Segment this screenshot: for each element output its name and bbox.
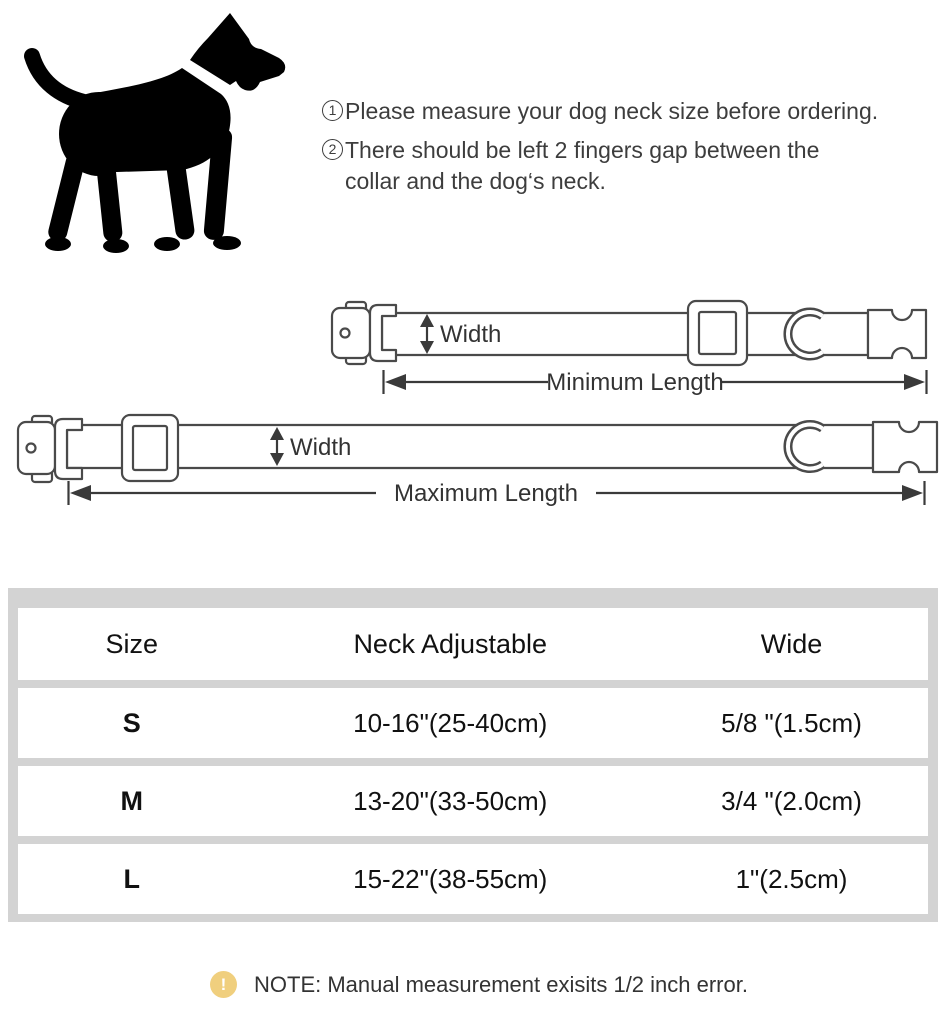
collar-max-length-diagram [8,408,939,510]
instruction-text-2: There should be left 2 fingers gap between the collar and the dog‘s neck. [345,137,820,194]
collar-strap [67,425,873,468]
dog-silhouette [2,2,302,258]
instruction-item-2 [322,135,947,197]
header-neck-adjustable: Neck Adjustable [353,628,548,659]
instruction-text-1: Please measure your dog neck size before ordering. [345,98,879,124]
instructions [322,96,947,205]
cell-size-l: L [123,863,140,894]
cell-neck-l: 15-22"(38-55cm) [353,863,548,894]
header-size: Size [105,628,159,659]
exclamation-icon: ! [210,971,237,998]
circled-number-2-icon: 2 [322,139,343,160]
measurement-note [210,971,748,998]
cell-wide-l: 1"(2.5cm) [735,863,848,894]
cell-wide-m: 3/4 "(2.0cm) [721,785,862,816]
min-length-label: Minimum Length [546,369,724,396]
buckle-male [873,422,937,472]
table-header-row [18,608,928,680]
tri-glide-slider [122,415,178,481]
cell-size-s: S [122,707,141,738]
cell-neck-s: 10-16"(25-40cm) [353,707,548,738]
tri-glide-slider [688,301,747,365]
width-label: Width [290,434,352,461]
table-row [18,766,928,836]
buckle-male [868,310,926,358]
cell-size-m: M [120,785,143,816]
table-row [18,844,928,914]
note-text: NOTE: Manual measurement exisits 1/2 inch error. [254,971,748,997]
cell-neck-m: 13-20"(33-50cm) [353,785,548,816]
instruction-item-1 [322,96,947,127]
table-row [18,688,928,758]
max-length-label: Maximum Length [393,480,579,507]
circled-number-1-icon: 1 [322,100,343,121]
cell-wide-s: 5/8 "(1.5cm) [721,707,862,738]
size-table [8,588,938,922]
width-label: Width [440,321,502,348]
collar-min-length-diagram [320,292,947,398]
header-wide: Wide [760,628,823,659]
